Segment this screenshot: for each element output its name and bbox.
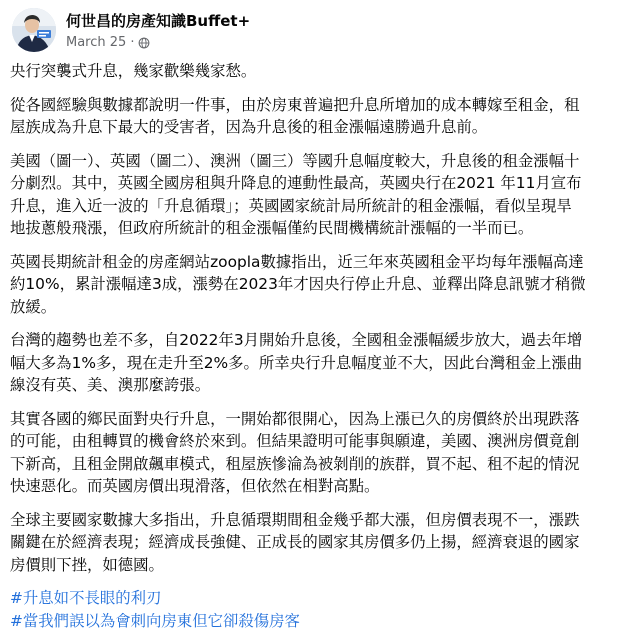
author-avatar[interactable] [12, 8, 56, 52]
hashtag-link[interactable]: #升息如不長眼的利刃 [10, 587, 634, 610]
hashtag-link[interactable]: #當我們誤以為會刺向房東但它卻殺傷房客 [10, 610, 634, 632]
post-paragraph: 其實各國的鄉民面對央行升息，一開始都很開心，因為上漲已久的房價終於出現跌落 的可能，由租轉買的機會終於來到。但結果證明可能事與願違，美國、澳洲房價竟創 下新高，且租金開啟飆車模式，租屋族慘淪為被剝削的族群，買不起、租不起的情況 快速惡化。而英國房價出現滑落，但依然在相對高點。 [10, 408, 634, 498]
post-body [10, 60, 634, 632]
post-paragraph: 英國長期統計租金的房產網站zoopla數據指出，近三年來英國租金平均每年漲幅高達 約10%，累計漲幅達3成，漲勢在2023年才因央行停止升息、並釋出降息訊號才稍微 放緩。 [10, 251, 634, 319]
post-paragraph: 台灣的趨勢也差不多，自2022年3月開始升息後，全國租金漲幅緩步放大，過去年增 幅大多為1%多，現在走升至2%多。所幸央行升息幅度並不大，因此台灣租金上漲曲 線沒有英、美、澳那麼誇張。 [10, 329, 634, 397]
post-date[interactable]: March 25 [66, 35, 126, 50]
meta-separator: · [130, 35, 134, 50]
post-paragraph: 全球主要國家數據大多指出，升息循環期間租金幾乎都大漲，但房價表現不一，漲跌 關鍵在於經濟表現；經濟成長強健、正成長的國家其房價多仍上揚，經濟衰退的國家 房價則下挫，如德國。 [10, 509, 634, 577]
post-paragraph: 美國（圖一）、英國（圖二）、澳洲（圖三）等國升息幅度較大，升息後的租金漲幅十 分劇烈。其中，英國全國房租與升降息的連動性最高，英國央行在2021 年11月宣布 升息，進入近一波的「升息循環」；英國國家統計局所統計的租金漲幅，看似呈現旱 地拔蔥般飛漲，但政府所統計的租金漲幅僅約民間機構統計漲幅的一半而已。 [10, 150, 634, 240]
globe-icon[interactable] [138, 37, 150, 49]
avatar-portrait-icon [12, 8, 56, 52]
author-name[interactable]: 何世昌的房產知識Buffet+ [66, 10, 250, 31]
post-paragraph: 央行突襲式升息，幾家歡樂幾家愁。 [10, 60, 634, 83]
post-header [10, 4, 630, 56]
post-meta [66, 35, 150, 50]
post-paragraph: 從各國經驗與數據都說明一件事，由於房東普遍把升息所增加的成本轉嫁至租金，租 屋族成為升息下最大的受害者，因為升息後的租金漲幅遠勝過升息前。 [10, 94, 634, 139]
